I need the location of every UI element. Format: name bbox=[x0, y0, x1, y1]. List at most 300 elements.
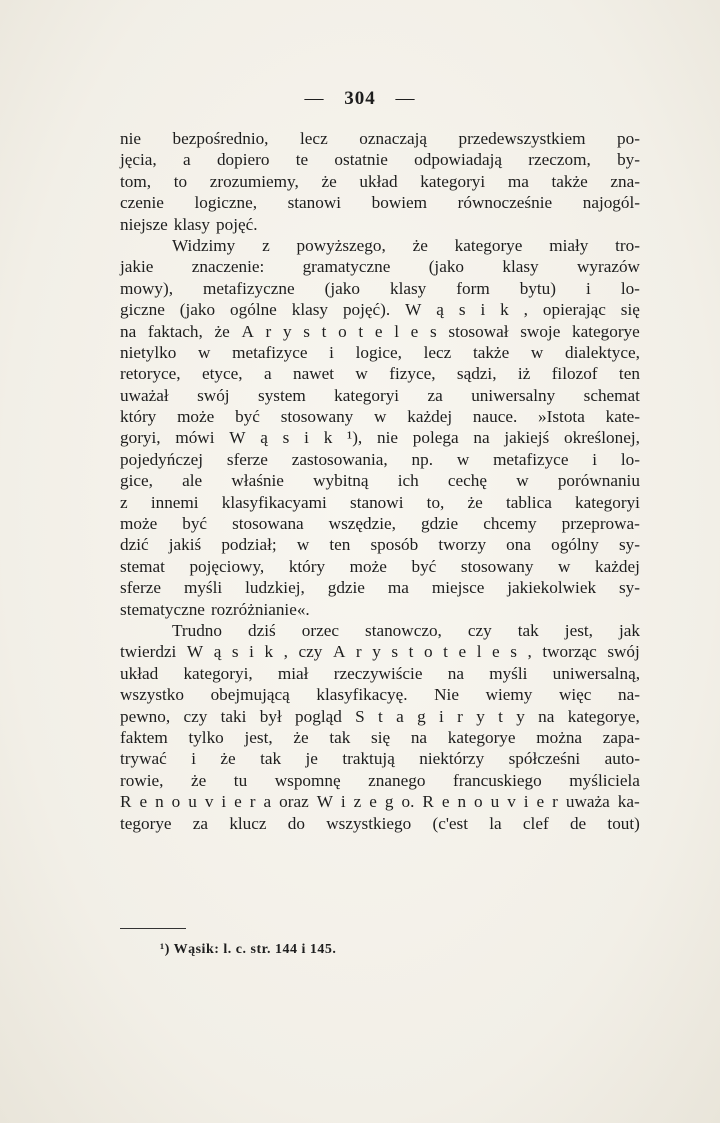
word: uniwersalną, bbox=[552, 663, 640, 683]
word: W bbox=[229, 428, 246, 448]
word: nawet bbox=[292, 364, 335, 384]
word: (c'est bbox=[432, 813, 469, 833]
word: o bbox=[423, 642, 433, 662]
word: do bbox=[287, 813, 305, 833]
word: jakiekolwiek bbox=[507, 578, 597, 598]
word: ¹), bbox=[347, 428, 363, 448]
word: ą bbox=[436, 300, 444, 320]
text-line bbox=[120, 427, 640, 448]
word: faktem bbox=[120, 727, 168, 747]
word: form bbox=[456, 278, 490, 298]
word: pewno, bbox=[120, 706, 171, 726]
word: wiemy bbox=[485, 685, 533, 705]
word: równocześnie bbox=[457, 193, 553, 213]
word: za bbox=[192, 813, 209, 833]
word: ma bbox=[387, 578, 409, 598]
word: r bbox=[265, 321, 272, 341]
text-line bbox=[120, 577, 640, 598]
word: rowie, bbox=[120, 770, 164, 790]
word: bowiem bbox=[371, 193, 428, 213]
word: a bbox=[263, 792, 272, 812]
word: , bbox=[527, 642, 532, 662]
word: być bbox=[182, 514, 208, 534]
word: e bbox=[234, 792, 242, 812]
word: z bbox=[262, 235, 270, 255]
word: że bbox=[220, 749, 236, 769]
word: n bbox=[457, 792, 467, 812]
word: sposób bbox=[370, 535, 419, 555]
word: n bbox=[155, 792, 164, 812]
word: k bbox=[264, 642, 274, 662]
word: rzeczywiście bbox=[333, 663, 423, 683]
word: lecz bbox=[300, 129, 328, 148]
word: sy- bbox=[618, 535, 640, 555]
word: kategoryi, bbox=[183, 663, 253, 683]
word: tu bbox=[233, 770, 248, 790]
word: tylko bbox=[188, 727, 224, 747]
word: określonej, bbox=[564, 428, 640, 448]
word: k bbox=[500, 300, 509, 320]
word: tak bbox=[329, 727, 351, 747]
word: czy bbox=[467, 620, 492, 640]
word: , bbox=[283, 642, 288, 662]
word: e bbox=[374, 321, 383, 341]
word: nie bbox=[120, 129, 141, 148]
word: ą bbox=[260, 428, 268, 448]
word: i bbox=[586, 278, 591, 298]
word: je bbox=[305, 749, 318, 769]
word: g bbox=[417, 706, 426, 726]
word: stosowana bbox=[232, 514, 304, 534]
word: jęcia, bbox=[120, 150, 157, 170]
word: także bbox=[472, 342, 510, 362]
word: był bbox=[259, 706, 282, 726]
word: g bbox=[384, 792, 394, 812]
word: gramatyczne bbox=[302, 257, 391, 277]
text-line bbox=[120, 492, 640, 513]
word: wybitną bbox=[313, 471, 369, 491]
text-line bbox=[120, 684, 640, 705]
word: e bbox=[369, 792, 377, 812]
word: ogólny bbox=[551, 535, 599, 555]
word: ludzkiej, bbox=[245, 578, 305, 598]
word: s bbox=[429, 321, 437, 341]
word: np. bbox=[411, 449, 433, 469]
word: swój bbox=[607, 642, 640, 662]
word: o bbox=[171, 792, 181, 812]
word: goryi, bbox=[120, 428, 161, 448]
word: w bbox=[456, 449, 470, 469]
word: logice, bbox=[355, 342, 402, 362]
word: to bbox=[173, 171, 188, 191]
text-line bbox=[120, 449, 640, 470]
word: jakie bbox=[120, 257, 154, 277]
word: zrozumiemy, bbox=[209, 171, 299, 191]
word: za bbox=[427, 385, 443, 405]
word: w bbox=[198, 342, 211, 362]
word: kategorye, bbox=[567, 706, 640, 726]
word: gdzie bbox=[420, 514, 459, 534]
word: stematyczne bbox=[120, 599, 205, 619]
folio-dash-right: — bbox=[395, 88, 416, 109]
word: czy bbox=[298, 642, 323, 662]
word: tom, bbox=[120, 171, 152, 191]
word: oraz bbox=[279, 792, 309, 812]
word: niektórzy bbox=[419, 749, 485, 769]
word: by- bbox=[617, 150, 640, 170]
word: i bbox=[340, 792, 346, 812]
text-line bbox=[120, 363, 640, 384]
word: W bbox=[316, 792, 333, 812]
word: oznaczają bbox=[359, 129, 427, 148]
word: sferze bbox=[120, 578, 162, 598]
word: filozof bbox=[551, 364, 598, 384]
word: schemat bbox=[583, 385, 640, 405]
footnote: ¹) Wąsik: l. c. str. 144 i 145. bbox=[160, 942, 337, 957]
word: klasyfikacyę. bbox=[316, 685, 408, 705]
word: sferze bbox=[226, 449, 268, 469]
word: miał bbox=[277, 663, 309, 683]
word: e bbox=[536, 792, 545, 812]
word: jest, bbox=[564, 620, 593, 640]
word: przeprowa- bbox=[561, 514, 640, 534]
word: opierając bbox=[542, 300, 606, 320]
word: na bbox=[120, 321, 137, 341]
word: t bbox=[378, 706, 383, 726]
word: każdej bbox=[595, 556, 640, 576]
word: ich bbox=[397, 471, 419, 491]
word: być bbox=[411, 556, 437, 576]
word: v bbox=[204, 792, 214, 812]
word: s bbox=[303, 321, 310, 341]
word: auto- bbox=[604, 749, 640, 769]
word: S bbox=[355, 706, 365, 726]
word: może bbox=[120, 514, 158, 534]
word: się bbox=[371, 727, 391, 747]
word: e bbox=[139, 792, 148, 812]
word: ą bbox=[213, 642, 222, 662]
word: ostatnie bbox=[334, 150, 388, 170]
word: ten bbox=[618, 364, 640, 384]
word: gice, bbox=[120, 471, 153, 491]
word: iż bbox=[517, 364, 531, 384]
word: kategorye bbox=[454, 235, 523, 255]
word: być bbox=[235, 407, 260, 427]
word: uważał bbox=[120, 385, 169, 405]
word: »Istota bbox=[538, 407, 585, 427]
word: y bbox=[476, 706, 485, 726]
word: i bbox=[523, 792, 529, 812]
word: układ bbox=[120, 663, 159, 683]
word: zapa- bbox=[602, 727, 640, 747]
text-line bbox=[120, 128, 640, 149]
word: zna- bbox=[610, 171, 640, 191]
word: kate- bbox=[605, 407, 640, 427]
word: pojedyńczej bbox=[120, 449, 204, 469]
word: uniwersalny bbox=[471, 385, 556, 405]
word: e bbox=[441, 792, 450, 812]
word: że bbox=[412, 235, 428, 255]
word: nauce. bbox=[472, 407, 518, 427]
word: który bbox=[288, 556, 326, 576]
word: klucz bbox=[229, 813, 267, 833]
word: jakiejś bbox=[504, 428, 550, 448]
word: najogól- bbox=[582, 193, 640, 213]
word: stosowany bbox=[460, 556, 534, 576]
word: A bbox=[332, 642, 346, 662]
word: że bbox=[214, 321, 230, 341]
word: ale bbox=[182, 471, 203, 491]
text-line bbox=[120, 620, 640, 641]
word: klasy bbox=[173, 214, 211, 234]
text-line bbox=[120, 171, 640, 192]
word: mówi bbox=[175, 428, 215, 448]
word: tworzy bbox=[438, 535, 487, 555]
word: logiczne, bbox=[194, 193, 257, 213]
text-line bbox=[120, 706, 640, 727]
word: czenie bbox=[120, 193, 164, 213]
body-text bbox=[120, 128, 640, 834]
word: metafizyce bbox=[232, 342, 308, 362]
word: s bbox=[510, 642, 517, 662]
text-line bbox=[120, 470, 640, 491]
word: trywać bbox=[120, 749, 167, 769]
word: etyce, bbox=[201, 364, 243, 384]
word: o bbox=[474, 792, 483, 812]
word: na bbox=[447, 663, 464, 683]
word: że bbox=[293, 727, 309, 747]
word: zastosowania, bbox=[291, 449, 388, 469]
word: spółcześni bbox=[508, 749, 581, 769]
word: kategorye bbox=[447, 727, 516, 747]
word: czy bbox=[183, 706, 208, 726]
word: tegorye bbox=[120, 813, 172, 833]
text-line bbox=[120, 727, 640, 748]
word: s bbox=[231, 642, 239, 662]
word: la bbox=[489, 813, 502, 833]
word: klasy bbox=[389, 278, 427, 298]
word: faktach, bbox=[147, 321, 203, 341]
word: metafizyczne bbox=[203, 278, 295, 298]
word: nietylko bbox=[120, 342, 177, 362]
word: u bbox=[490, 792, 500, 812]
word: tro- bbox=[615, 235, 640, 255]
word: u bbox=[188, 792, 197, 812]
word: każdej bbox=[407, 407, 453, 427]
word: dzić bbox=[120, 535, 149, 555]
word: i bbox=[592, 449, 598, 469]
word: ma bbox=[507, 171, 529, 191]
word: t bbox=[443, 642, 448, 662]
text-line bbox=[120, 641, 640, 662]
word: myśli bbox=[489, 663, 528, 683]
word: lecz bbox=[423, 342, 452, 362]
word: że bbox=[321, 171, 337, 191]
word: w bbox=[355, 364, 368, 384]
word: Widzimy bbox=[172, 235, 236, 255]
word: ona bbox=[506, 535, 531, 555]
word: obejmującą bbox=[210, 685, 290, 705]
text-line bbox=[120, 235, 640, 256]
word: francuskiego bbox=[452, 770, 542, 790]
word: ogólne bbox=[230, 300, 277, 320]
text-line bbox=[120, 791, 640, 812]
text-line bbox=[120, 256, 640, 277]
word: klasyfikacyami bbox=[221, 492, 327, 512]
word: t bbox=[498, 706, 503, 726]
word: jakiś bbox=[168, 535, 202, 555]
word: tak bbox=[260, 749, 282, 769]
text-line bbox=[120, 748, 640, 769]
word: klasy bbox=[502, 257, 539, 277]
word: y bbox=[372, 642, 381, 662]
footnote-rule bbox=[120, 928, 186, 929]
word: Trudno bbox=[172, 620, 222, 640]
word: znaczenie: bbox=[191, 257, 265, 277]
word: uważa bbox=[565, 792, 610, 812]
word: R bbox=[422, 792, 434, 812]
word: i bbox=[304, 428, 309, 448]
folio-dash-left: — bbox=[304, 88, 325, 109]
word: stanowi bbox=[287, 193, 342, 213]
word: miały bbox=[549, 235, 589, 255]
word: przedewszystkiem bbox=[458, 129, 586, 148]
word: polega bbox=[412, 428, 459, 448]
word: w bbox=[374, 407, 387, 427]
word: t bbox=[358, 321, 364, 341]
word: e bbox=[458, 642, 467, 662]
word: dopiero bbox=[216, 150, 270, 170]
text-line bbox=[120, 278, 640, 299]
word: fizyce, bbox=[389, 364, 436, 384]
text-line bbox=[120, 406, 640, 427]
word: W bbox=[186, 642, 204, 662]
word: może bbox=[349, 556, 387, 576]
word: l bbox=[476, 642, 482, 662]
word: chcemy bbox=[483, 514, 537, 534]
word: swój bbox=[197, 385, 230, 405]
word: R bbox=[120, 792, 132, 812]
word: w bbox=[558, 556, 571, 576]
word: clef bbox=[522, 813, 549, 833]
word: powyższego, bbox=[296, 235, 386, 255]
word: ka- bbox=[617, 792, 640, 812]
word: po- bbox=[617, 129, 640, 148]
word: dialektyce, bbox=[564, 342, 640, 362]
word: wspomnę bbox=[274, 770, 341, 790]
word: , bbox=[523, 300, 528, 320]
word: podział; bbox=[221, 535, 277, 555]
word: sy- bbox=[618, 578, 640, 598]
word: i bbox=[480, 300, 486, 320]
word: y bbox=[282, 321, 292, 341]
folio-number: 304 bbox=[344, 88, 376, 109]
page-number bbox=[0, 88, 720, 110]
text-line bbox=[120, 513, 640, 534]
word: A bbox=[241, 321, 254, 341]
word: swoje bbox=[520, 321, 561, 341]
word: orzec bbox=[301, 620, 339, 640]
word: y bbox=[516, 706, 525, 726]
word: w bbox=[516, 471, 529, 491]
word: r bbox=[552, 792, 558, 812]
text-line bbox=[120, 149, 640, 170]
word: sądzi, bbox=[456, 364, 497, 384]
word: bytu) bbox=[519, 278, 556, 298]
word: l bbox=[394, 321, 399, 341]
word: na bbox=[538, 706, 555, 726]
text-line bbox=[120, 321, 640, 342]
word: także bbox=[551, 171, 588, 191]
word: kategoryi bbox=[420, 171, 486, 191]
word: stanowi bbox=[350, 492, 404, 512]
word: (jako bbox=[428, 257, 465, 277]
text-line bbox=[120, 534, 640, 555]
word: tworząc bbox=[542, 642, 597, 662]
word: stanowczo, bbox=[365, 620, 442, 640]
word: więc bbox=[558, 685, 592, 705]
text-line bbox=[120, 192, 640, 213]
word: kategorye bbox=[572, 321, 640, 341]
word: odpowiadają bbox=[414, 150, 502, 170]
word: porównaniu bbox=[557, 471, 640, 491]
word: właśnie bbox=[231, 471, 284, 491]
word: że bbox=[190, 770, 207, 790]
word: jak bbox=[619, 620, 640, 640]
word: r bbox=[355, 642, 362, 662]
word: się bbox=[620, 300, 640, 320]
word: lo- bbox=[620, 449, 640, 469]
word: wszystkiego bbox=[326, 813, 412, 833]
word: taki bbox=[220, 706, 247, 726]
word: klasy bbox=[291, 300, 329, 320]
word: i bbox=[439, 706, 444, 726]
word: (jako bbox=[179, 300, 216, 320]
word: pojęć). bbox=[342, 300, 391, 320]
word: Nie bbox=[434, 685, 459, 705]
word: s bbox=[282, 428, 290, 448]
word: na- bbox=[617, 685, 640, 705]
word: z bbox=[353, 792, 362, 812]
word: twierdzi bbox=[120, 642, 177, 662]
text-line bbox=[120, 385, 640, 406]
word: o. bbox=[401, 792, 415, 812]
word: s bbox=[391, 642, 399, 662]
text-line bbox=[120, 556, 640, 577]
word: to, bbox=[426, 492, 445, 512]
word: giczne bbox=[120, 300, 165, 320]
word: znanego bbox=[368, 770, 426, 790]
text-line bbox=[120, 599, 640, 620]
word: niejsze bbox=[120, 214, 168, 234]
word: cechę bbox=[447, 471, 487, 491]
word: stosowany bbox=[280, 407, 354, 427]
text-line bbox=[120, 299, 640, 320]
word: wszędzie, bbox=[328, 514, 396, 534]
word: lo- bbox=[620, 278, 640, 298]
word: na bbox=[410, 727, 428, 747]
word: i bbox=[221, 792, 227, 812]
word: że bbox=[467, 492, 483, 512]
text-line bbox=[120, 663, 640, 684]
text-line bbox=[120, 770, 640, 791]
word: na bbox=[473, 428, 490, 448]
word: kategoryi bbox=[334, 385, 400, 405]
word: nie bbox=[377, 428, 398, 448]
word: o bbox=[338, 321, 347, 341]
word: myśli bbox=[183, 578, 223, 598]
word: tablica bbox=[506, 492, 552, 512]
